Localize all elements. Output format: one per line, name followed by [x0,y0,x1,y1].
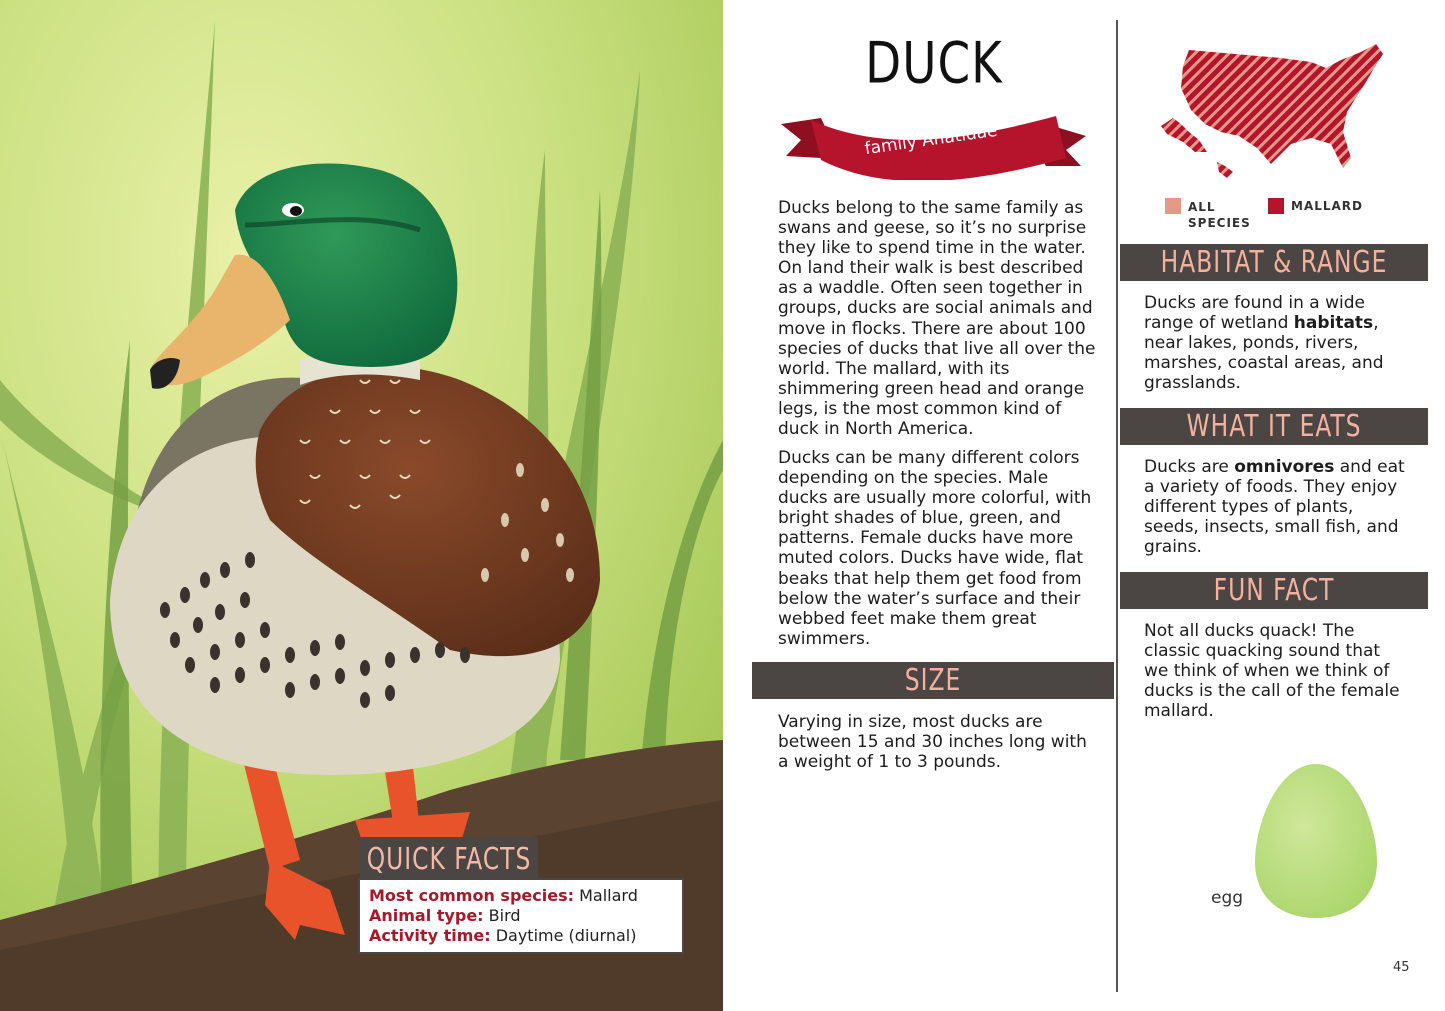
duck-text-page [723,0,1445,1011]
colors-paragraph: Ducks can be many different colors depending on the species. Male ducks are usually more colorful, with bright shades of blue, green, and patterns. Female ducks have more muted colors. Ducks have wide, flat beaks that help them get food from below the water’s surface and their webbed feet make them great swimmers. [778,448,1092,649]
quick-fact-key: Activity time: [369,926,491,945]
column-divider [1116,20,1118,992]
eats-text: Ducks are [1144,457,1235,477]
habitat-heading-text: HABITAT & RANGE [1160,245,1388,280]
quick-facts-box [358,878,684,954]
habitat-bold-term: habitats [1293,313,1374,334]
quick-fact-key: Animal type: [369,906,484,925]
page-number: 45 [1393,960,1410,975]
eats-bold-term: omnivores [1234,457,1335,477]
habitat-text: Ducks are found in a wide range of wetland [1144,293,1365,334]
size-heading-text: SIZE [904,663,962,698]
size-heading [752,662,1114,699]
what-it-eats-heading-text: WHAT IT EATS [1186,409,1362,444]
what-it-eats-body [1144,457,1409,557]
quick-fact-row [369,906,673,926]
quick-fact-value: Mallard [574,886,638,905]
quick-fact-row [369,886,673,906]
quick-fact-value: Daytime (diurnal) [490,926,637,945]
legend-label-all-species: ALL SPECIES [1188,200,1251,230]
duck-egg-illustration [1253,762,1379,920]
fun-fact-body: Not all ducks quack! The classic quacking sound that we think of when we think of ducks is the call of the female mallard. [1144,621,1400,722]
fun-fact-heading [1120,572,1428,609]
habitat-heading [1120,244,1428,281]
quick-fact-key: Most common species: [369,886,574,905]
legend-label-mallard: MALLARD [1291,199,1364,213]
family-name: family Anatidae [863,120,999,160]
fun-fact-heading-text: FUN FACT [1213,573,1335,608]
us-range-map [1161,40,1386,180]
eats-text: and eat a variety of foods. They enjoy different types of plants, seeds, insects, small fish, and grains. [1144,457,1405,558]
quick-fact-value: Bird [483,906,521,925]
size-body: Varying in size, most ducks are between 15 and 30 inches long with a weight of 1 to 3 pounds. [778,712,1087,773]
intro-paragraph: Ducks belong to the same family as swans and geese, so it’s no surprise they like to spend time in the water. On land their walk is best described as a waddle. Often seen together in groups, ducks are social animals and move in flocks. There are about 100 species of ducks that live all over the world. The mallard, with its shimmering green head and orange legs, is the most common kind of duck in North America. [778,198,1096,440]
egg-label: egg [1211,888,1244,908]
habitat-text: , near lakes, ponds, rivers, marshes, coastal areas, and grasslands. [1144,313,1384,394]
quick-facts-heading-text: QUICK FACTS [366,842,532,878]
page-title: DUCK [865,31,1003,97]
legend-swatch-all-species [1165,198,1181,214]
quick-fact-row [369,926,673,946]
what-it-eats-heading [1120,408,1428,445]
legend-swatch-mallard [1268,198,1284,214]
quick-facts-heading [360,837,538,883]
habitat-body [1144,293,1409,393]
